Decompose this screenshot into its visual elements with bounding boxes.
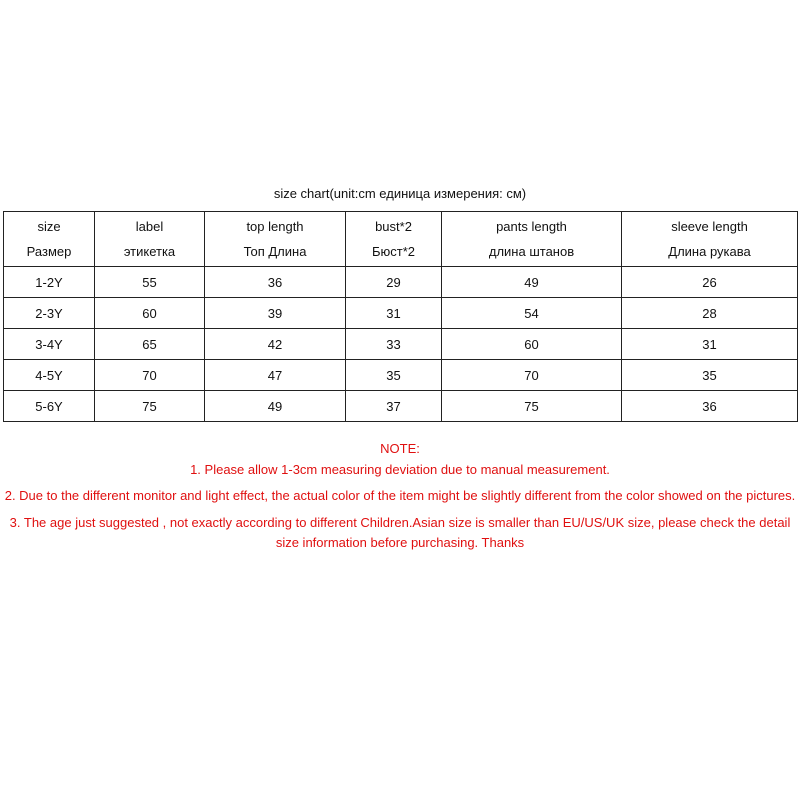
table-cell: 29	[346, 267, 442, 298]
header-label-ru: Бюст*2	[371, 244, 416, 259]
header-label-en: pants length	[496, 219, 567, 234]
table-row	[4, 391, 798, 422]
header-sleeve-length	[622, 212, 798, 267]
table-cell: 75	[95, 391, 205, 422]
table-header-row	[4, 212, 798, 267]
header-bust	[346, 212, 442, 267]
table-cell: 28	[622, 298, 798, 329]
table-cell: 31	[622, 329, 798, 360]
table-cell: 4-5Y	[4, 360, 95, 391]
header-pants-length	[442, 212, 622, 267]
table-cell: 39	[205, 298, 346, 329]
table-cell: 26	[622, 267, 798, 298]
table-row	[4, 329, 798, 360]
table-cell: 49	[205, 391, 346, 422]
table-cell: 65	[95, 329, 205, 360]
table-cell: 55	[95, 267, 205, 298]
table-cell: 60	[442, 329, 622, 360]
note-item-1: 1. Please allow 1-3cm measuring deviation due to manual measurement.	[190, 462, 610, 477]
table-cell: 31	[346, 298, 442, 329]
table-cell: 70	[442, 360, 622, 391]
table-cell: 70	[95, 360, 205, 391]
header-size	[4, 212, 95, 267]
header-label-en: bust*2	[375, 219, 412, 234]
size-chart-table	[3, 211, 798, 422]
table-cell: 36	[205, 267, 346, 298]
size-chart-caption: size chart(unit:cm единица измерения: см)	[273, 186, 527, 201]
note-item-3: 3. The age just suggested , not exactly according to different Children.Asian size is smaller than EU/US/UK size, please check the detail size information before purchasing. Thanks	[9, 515, 791, 550]
table-cell: 37	[346, 391, 442, 422]
header-top-length	[205, 212, 346, 267]
header-label-en: sleeve length	[671, 219, 748, 234]
table-cell: 1-2Y	[4, 267, 95, 298]
note-item-2: 2. Due to the different monitor and light effect, the actual color of the item might be slightly different from the color showed on the pictures.	[4, 488, 796, 503]
table-cell: 60	[95, 298, 205, 329]
table-cell: 54	[442, 298, 622, 329]
table-cell: 75	[442, 391, 622, 422]
note-title: NOTE:	[380, 441, 420, 456]
header-label-en: label	[135, 219, 164, 234]
header-label-ru: длина штанов	[488, 244, 575, 259]
table-cell: 33	[346, 329, 442, 360]
table-cell: 49	[442, 267, 622, 298]
table-cell: 3-4Y	[4, 329, 95, 360]
table-cell: 47	[205, 360, 346, 391]
table-row	[4, 267, 798, 298]
table-cell: 35	[346, 360, 442, 391]
notes-section	[0, 440, 800, 553]
header-label-ru: Топ Длина	[243, 244, 307, 259]
table-cell: 2-3Y	[4, 298, 95, 329]
table-row	[4, 298, 798, 329]
header-label-ru: Размер	[26, 244, 72, 259]
table-cell: 36	[622, 391, 798, 422]
table-row	[4, 360, 798, 391]
table-cell: 42	[205, 329, 346, 360]
table-cell: 5-6Y	[4, 391, 95, 422]
table-cell: 35	[622, 360, 798, 391]
header-label-en: top length	[246, 219, 304, 234]
header-label-ru: Длина рукава	[668, 244, 751, 259]
header-label-ru: этикетка	[123, 244, 176, 259]
header-label-en: size	[37, 219, 61, 234]
header-label	[95, 212, 205, 267]
